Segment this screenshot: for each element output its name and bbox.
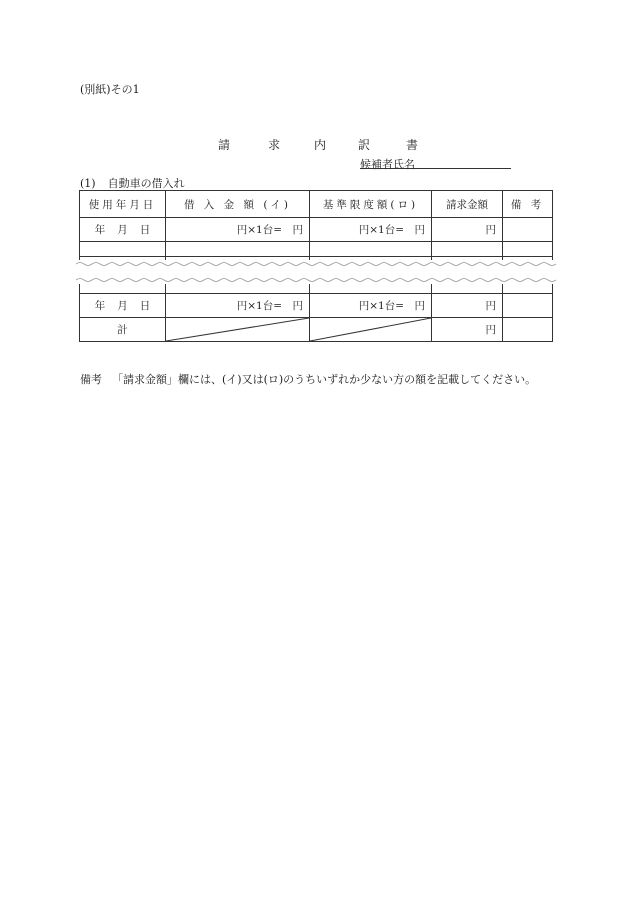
title-char: 請 [218, 138, 231, 152]
table-header-row [80, 191, 553, 218]
header-claim-amount: 請求金額 [432, 191, 503, 218]
remarks-cell [503, 218, 553, 242]
total-claim-cell: 円 [432, 318, 503, 342]
header-limit-amount: 基準限度額(ロ) [310, 191, 432, 218]
table-row [80, 218, 553, 242]
note-label: 備考 [80, 373, 102, 386]
title-char: 求 [268, 138, 281, 152]
header-rent-amount: 借 入 金 額 (イ) [166, 191, 310, 218]
claim-amount-cell: 円 [432, 294, 503, 318]
remarks-cell [503, 294, 553, 318]
header-remarks: 備 考 [503, 191, 553, 218]
diagonal-cell [310, 318, 432, 342]
section-number: (1) [80, 177, 96, 190]
header-usage-date: 使用年月日 [80, 191, 166, 218]
table-row [80, 294, 553, 318]
title-char: 内 [314, 138, 327, 152]
rent-amount-cell: 円×1台= 円 [166, 294, 310, 318]
document-title [218, 136, 418, 153]
claim-amount-cell: 円 [432, 218, 503, 242]
title-char: 書 [406, 138, 419, 152]
remarks-note [80, 371, 536, 387]
note-text: 「請求金額」欄には、(イ)又は(ロ)のうちいずれか少ない方の額を記載してください。 [112, 373, 537, 386]
date-cell: 年 月 日 [80, 218, 166, 242]
limit-amount-cell: 円×1台= 円 [310, 218, 432, 242]
total-row [80, 318, 553, 342]
table-break-mark [76, 260, 556, 284]
attachment-label: (別紙)その1 [80, 83, 140, 96]
section-heading [80, 175, 185, 191]
diagonal-cell [166, 318, 310, 342]
candidate-name-label: 候補者氏名 [360, 158, 415, 171]
rent-amount-cell: 円×1台= 円 [166, 218, 310, 242]
date-cell: 年 月 日 [80, 294, 166, 318]
section-title: 自動車の借入れ [107, 177, 185, 190]
candidate-name-line [360, 168, 511, 169]
table-row [80, 242, 553, 257]
total-label: 計 [80, 318, 166, 342]
remarks-cell [503, 318, 553, 342]
title-char: 訳 [358, 138, 371, 152]
limit-amount-cell: 円×1台= 円 [310, 294, 432, 318]
